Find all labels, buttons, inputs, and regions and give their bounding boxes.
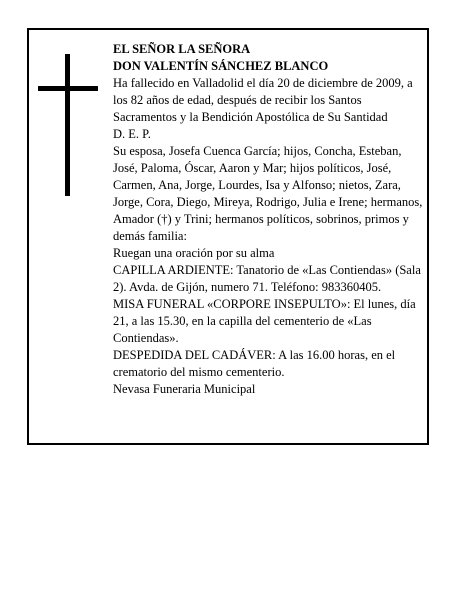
title-line-1: EL SEÑOR LA SEÑORA xyxy=(113,42,251,56)
dep-line: D. E. P. xyxy=(113,127,151,141)
funeral-mass-info: MISA FUNERAL «CORPORE INSEPULTO»: El lunes, día 21, a las 15.30, en la capilla del cementerio de «Las Contiendas». xyxy=(113,297,416,345)
cross-vertical-bar xyxy=(65,54,70,196)
prayer-request: Ruegan una oración por su alma xyxy=(113,246,275,260)
family-list: Su esposa, Josefa Cuenca García; hijos, Concha, Esteban, José, Paloma, Óscar, Aaron y Mar; hijos políticos, José, Carmen, Ana, Jorge, Lourdes, Isa y Alfonso; nietos, Zara, Jorge, Cora, Diego, Mireya, Rodrigo, Julia e Irene; hermanos, Amador (†) y Trini; hermanos políticos, sobrinos, primos y demás familia: xyxy=(113,144,423,243)
cross-icon xyxy=(38,54,98,196)
obituary-text xyxy=(113,41,427,398)
chapel-info: CAPILLA ARDIENTE: Tanatorio de «Las Contiendas» (Sala 2). Avda. de Gijón, numero 71. Teléfono: 983360405. xyxy=(113,263,421,294)
farewell-info: DESPEDIDA DEL CADÁVER: A las 16.00 horas, en el crematorio del mismo cementerio. xyxy=(113,348,396,379)
funeral-home: Nevasa Funeraria Municipal xyxy=(113,382,256,396)
death-announcement: Ha fallecido en Valladolid el día 20 de diciembre de 2009, a los 82 años de edad, después de recibir los Santos Sacramentos y la Bendición Apostólica de Su Santidad xyxy=(113,76,413,124)
title-line-2: DON VALENTÍN SÁNCHEZ BLANCO xyxy=(113,59,329,73)
cross-horizontal-bar xyxy=(38,86,98,91)
